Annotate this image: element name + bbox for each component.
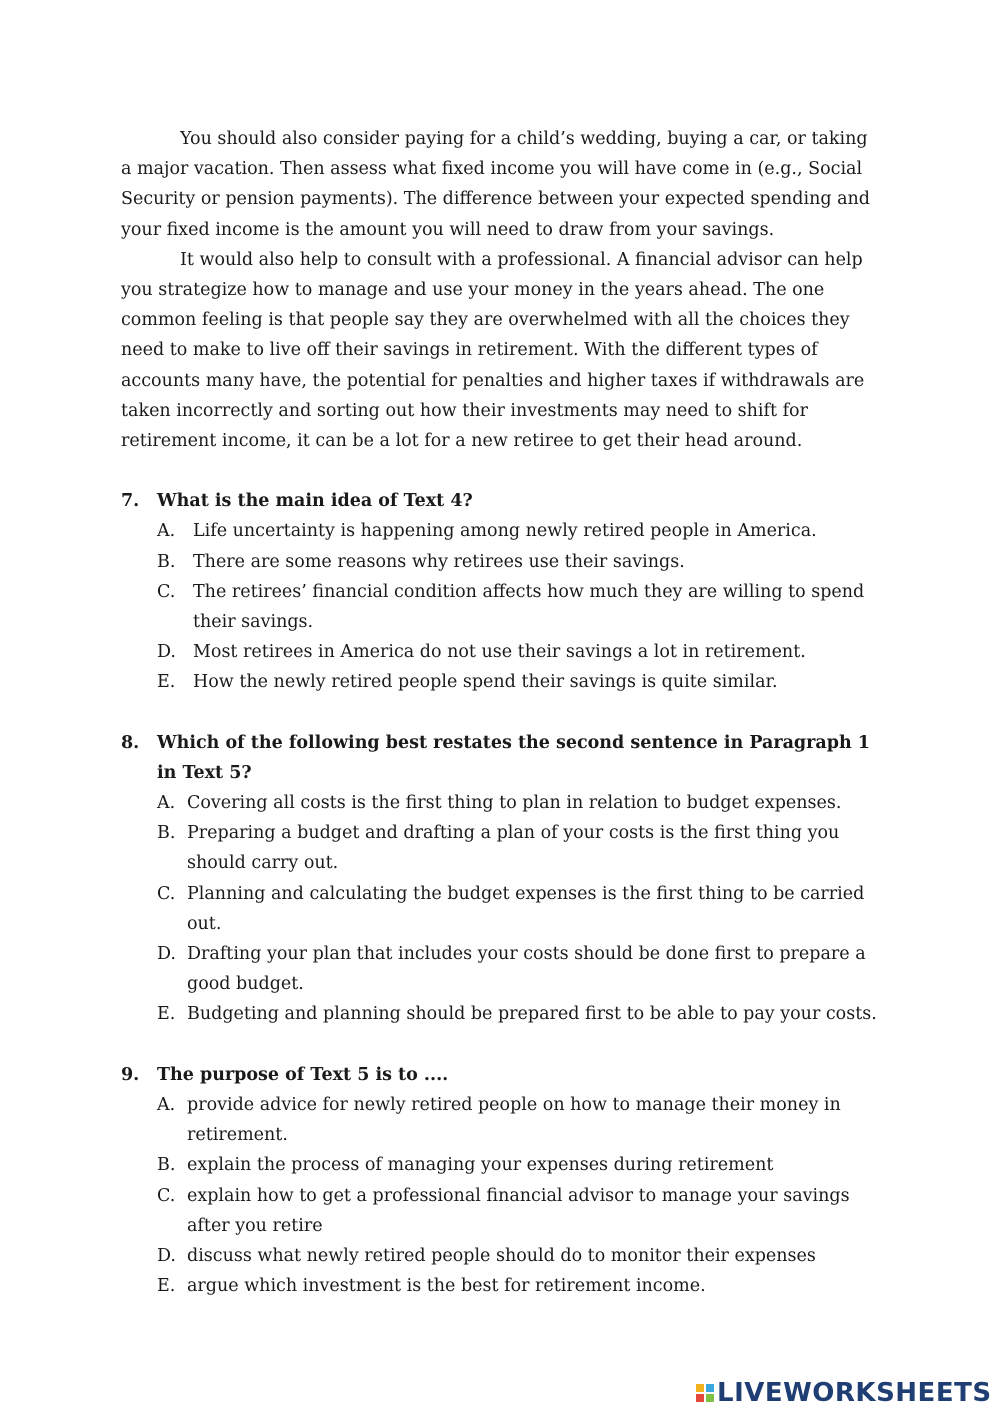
answer-option-b[interactable]	[157, 547, 881, 577]
question-7-header	[121, 486, 881, 516]
question-9	[121, 1060, 881, 1302]
logo-square-yellow	[696, 1384, 704, 1392]
option-text: Planning and calculating the budget expenses is the first thing to be carried out.	[187, 883, 865, 934]
question-text: Which of the following best restates the second sentence in Paragraph 1 in Text 5?	[157, 732, 870, 783]
option-letter: A.	[157, 521, 176, 542]
worksheet-content	[121, 124, 881, 1301]
answer-option-b[interactable]	[157, 818, 881, 878]
option-letter: A.	[157, 793, 176, 814]
logo-square-red	[696, 1394, 704, 1402]
question-number: 7.	[121, 491, 140, 512]
option-text: provide advice for newly retired people on how to manage their money in retirement.	[187, 1094, 841, 1146]
answer-option-b[interactable]	[157, 1150, 881, 1180]
question-text: The purpose of Text 5 is to ....	[157, 1064, 449, 1085]
option-text: Covering all costs is the first thing to plan in relation to budget expenses.	[187, 793, 842, 814]
answer-option-e[interactable]	[157, 667, 881, 697]
option-text: The retirees’ financial condition affects how much they are willing to spend their savings.	[193, 581, 865, 633]
option-letter: B.	[157, 823, 176, 844]
option-text: How the newly retired people spend their savings is quite similar.	[193, 672, 778, 693]
option-letter: C.	[157, 581, 176, 602]
answer-option-d[interactable]	[157, 637, 881, 667]
question-7	[121, 486, 881, 697]
answer-option-c[interactable]	[157, 577, 881, 637]
option-text: Drafting your plan that includes your costs should be done first to prepare a good budget.	[187, 944, 866, 995]
question-8	[121, 728, 881, 1030]
answer-option-d[interactable]	[157, 1241, 881, 1271]
option-letter: C.	[157, 883, 176, 904]
option-letter: B.	[157, 551, 176, 572]
answer-option-e[interactable]	[157, 1271, 881, 1301]
answer-option-a[interactable]	[157, 516, 881, 546]
question-number: 8.	[121, 732, 140, 753]
option-letter: A.	[157, 1094, 176, 1115]
question-8-header	[121, 728, 881, 788]
passage-paragraph-2: It would also help to consult with a professional. A financial advisor can help you strategize how to manage and use your money in the years ahead. The one common feeling is that people say they are overwhelmed with all the choices they need to make to live off their savings in retirement. With the different types of accounts many have, the potential for penalties and higher taxes if withdrawals are taken incorrectly and sorting out how their investments may need to shift for retirement income, it can be a lot for a new retiree to get their head around.	[121, 249, 865, 452]
question-9-header	[121, 1060, 881, 1090]
option-text: discuss what newly retired people should do to monitor their expenses	[187, 1245, 816, 1266]
option-text: There are some reasons why retirees use their savings.	[193, 551, 685, 572]
answer-option-a[interactable]	[157, 1090, 881, 1150]
option-text: explain the process of managing your expenses during retirement	[187, 1155, 774, 1176]
option-letter: D.	[157, 642, 176, 663]
logo-square-blue	[706, 1384, 714, 1392]
question-7-options	[121, 516, 881, 697]
option-letter: D.	[157, 944, 176, 965]
liveworksheets-logo-icon	[696, 1384, 714, 1402]
logo-text: LIVEWORKSHEETS	[717, 1378, 992, 1408]
answer-option-d[interactable]	[157, 939, 881, 999]
option-text: Preparing a budget and drafting a plan of your costs is the first thing you should carry out.	[187, 823, 840, 874]
answer-option-e[interactable]	[157, 999, 881, 1029]
option-letter: E.	[157, 1276, 176, 1297]
option-text: Life uncertainty is happening among newly retired people in America.	[193, 521, 817, 542]
logo-square-green	[706, 1394, 714, 1402]
question-number: 9.	[121, 1064, 140, 1085]
option-text: Budgeting and planning should be prepared first to be able to pay your costs.	[187, 1004, 877, 1025]
option-text: argue which investment is the best for retirement income.	[187, 1276, 706, 1297]
answer-option-c[interactable]	[157, 1181, 881, 1241]
option-letter: D.	[157, 1245, 176, 1266]
answer-option-c[interactable]	[157, 879, 881, 939]
passage-paragraph-1: You should also consider paying for a child’s wedding, buying a car, or taking a major vacation. Then assess what fixed income you will have come in (e.g., Social Security or pension payments). The difference between your expected spending and your fixed income is the amount you will need to draw from your savings.	[121, 129, 871, 240]
question-8-options	[121, 788, 881, 1030]
option-letter: E.	[157, 1004, 176, 1025]
liveworksheets-logo[interactable]	[696, 1376, 992, 1410]
option-letter: B.	[157, 1155, 176, 1176]
question-9-options	[121, 1090, 881, 1301]
answer-option-a[interactable]	[157, 788, 881, 818]
question-text: What is the main idea of Text 4?	[157, 491, 473, 512]
option-text: explain how to get a professional financial advisor to manage your savings after you retire	[187, 1185, 850, 1236]
option-letter: E.	[157, 672, 176, 693]
option-text: Most retirees in America do not use their savings a lot in retirement.	[193, 642, 806, 663]
option-letter: C.	[157, 1185, 176, 1206]
